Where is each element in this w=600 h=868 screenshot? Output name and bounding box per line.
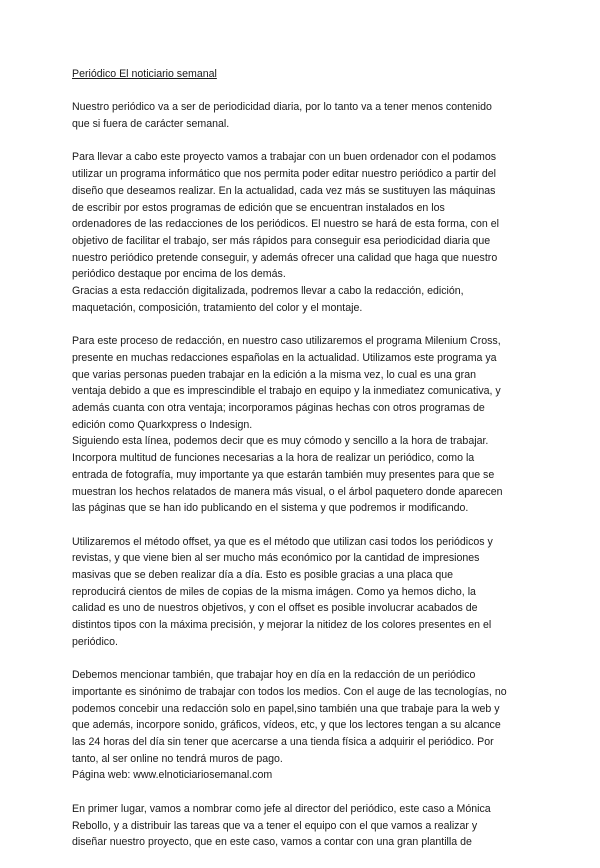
text-line: Para este proceso de redacción, en nuestro caso utilizaremos el programa Milenium Cross, — [72, 335, 501, 348]
document-body — [72, 66, 534, 868]
text-line: Página web: www.elnoticiariosemanal.com — [72, 769, 273, 782]
text-line: importante es sinónimo de trabajar con todos los medios. Con el auge de las tecnologías, no — [72, 685, 507, 698]
text-line: de escribir por estos programas de edición que se encuentran instalados en los — [72, 201, 445, 214]
text-line: Incorpora multitud de funciones necesarias a la hora de realizar un periódico, como la — [72, 452, 475, 465]
text-line: distintos tipos con la máxima precisión, y mejorar la nitidez de los colores presentes en el — [72, 619, 492, 632]
paragraph — [72, 801, 534, 851]
text-line: ventaja debido a que es imprescindible el trabajo en equipo y la inmediatez comunicativa, y — [72, 385, 501, 398]
paragraph — [72, 333, 534, 517]
paragraph — [72, 149, 534, 316]
text-line: presente en muchas redacciones españolas en la actualidad. Utilizamos este programa ya — [72, 351, 497, 364]
text-line: que si fuera de carácter semanal. — [72, 118, 230, 131]
text-line: que varias personas pueden trabajar en la edición a la misma vez, lo cual es una gran — [72, 368, 476, 381]
text-line: Utilizaremos el método offset, ya que es el método que utilizan casi todos los periódicos y — [72, 535, 493, 548]
text-line: nuestro periódico pretende conseguir, y además ofrecer una calidad que haga que nuestro — [72, 251, 498, 264]
text-line: Rebollo, y a distribuir las tareas que va a tener el equipo con el que vamos a realizar y — [72, 819, 478, 832]
text-line: diseño que deseamos realizar. En la actualidad, cada vez más se sustituyen las máquinas — [72, 184, 496, 197]
text-line: maquetación, composición, tratamiento del color y el montaje. — [72, 301, 363, 314]
paragraph-list — [72, 99, 534, 851]
text-line: que además, incorpore sonido, gráficos, vídeos, etc, y que los lectores tengan a su alcance — [72, 719, 501, 732]
text-line: masivas que se deben realizar día a día. Esto es posible gracias a una placa que — [72, 569, 454, 582]
paragraph — [72, 99, 534, 132]
text-line: calidad es uno de nuestros objetivos, y con el offset es posible involucrar acabados de — [72, 602, 478, 615]
text-line: periódico destaque por encima de los demás. — [72, 268, 286, 281]
text-line: muestran los hechos relatados de manera más visual, o el árbol paquetero donde aparecen — [72, 485, 503, 498]
text-line: Para llevar a cabo este proyecto vamos a trabajar con un buen ordenador con el podamos — [72, 151, 497, 164]
text-line: podemos concebir una redacción solo en papel,sino también una que trabaje para la web y — [72, 702, 500, 715]
text-line: revistas, y que viene bien al ser mucho más económico por la cantidad de impresiones — [72, 552, 480, 565]
text-line: Nuestro periódico va a ser de periodicidad diaria, por lo tanto va a tener menos contenido — [72, 101, 492, 114]
text-line: edición como Quarkxpress o Indesign. — [72, 418, 253, 431]
text-line: utilizar un programa informático que nos permita poder editar nuestro periódico a partir del — [72, 168, 496, 181]
text-line: además cuanta con otra ventaja; incorporamos páginas hechas con otros programas de — [72, 402, 485, 415]
text-line: Gracias a esta redacción digitalizada, podremos llevar a cabo la redacción, edición, — [72, 285, 464, 298]
text-line: las 24 horas del día sin tener que acercarse a una tienda física a adquirir el periódico. Por — [72, 736, 494, 749]
text-line: periódico. — [72, 635, 118, 648]
text-line: Debemos mencionar también, que trabajar hoy en día en la redacción de un periódico — [72, 669, 476, 682]
paragraph — [72, 667, 534, 784]
text-line: ordenadores de las redacciones de los periódicos. El nuestro se hará de esta forma, con el — [72, 218, 499, 231]
text-line: En primer lugar, vamos a nombrar como jefe al director del periódico, este caso a Mónica — [72, 802, 491, 815]
text-line: Siguiendo esta línea, podemos decir que es muy cómodo y sencillo a la hora de trabajar. — [72, 435, 489, 448]
paragraph — [72, 534, 534, 651]
text-line: objetivo de facilitar el trabajo, ser más rápidos para conseguir esa periodicidad diaria que — [72, 235, 491, 247]
text-line: las páginas que se han ido publicando en el sistema y que podremos ir modificando. — [72, 502, 469, 515]
text-line: reproducirá cientos de miles de copias de la misma imágen. Como ya hemos dicho, la — [72, 585, 476, 598]
text-line: diseñar nuestro proyecto, que en este caso, vamos a contar con una gran plantilla de — [72, 836, 472, 849]
text-line: tanto, al ser online no tendrá muros de pago. — [72, 752, 283, 765]
text-line: entrada de fotografía, muy importante ya que estarán también muy presentes para que se — [72, 468, 495, 481]
document-title: Periódico El noticiario semanal — [72, 68, 217, 80]
